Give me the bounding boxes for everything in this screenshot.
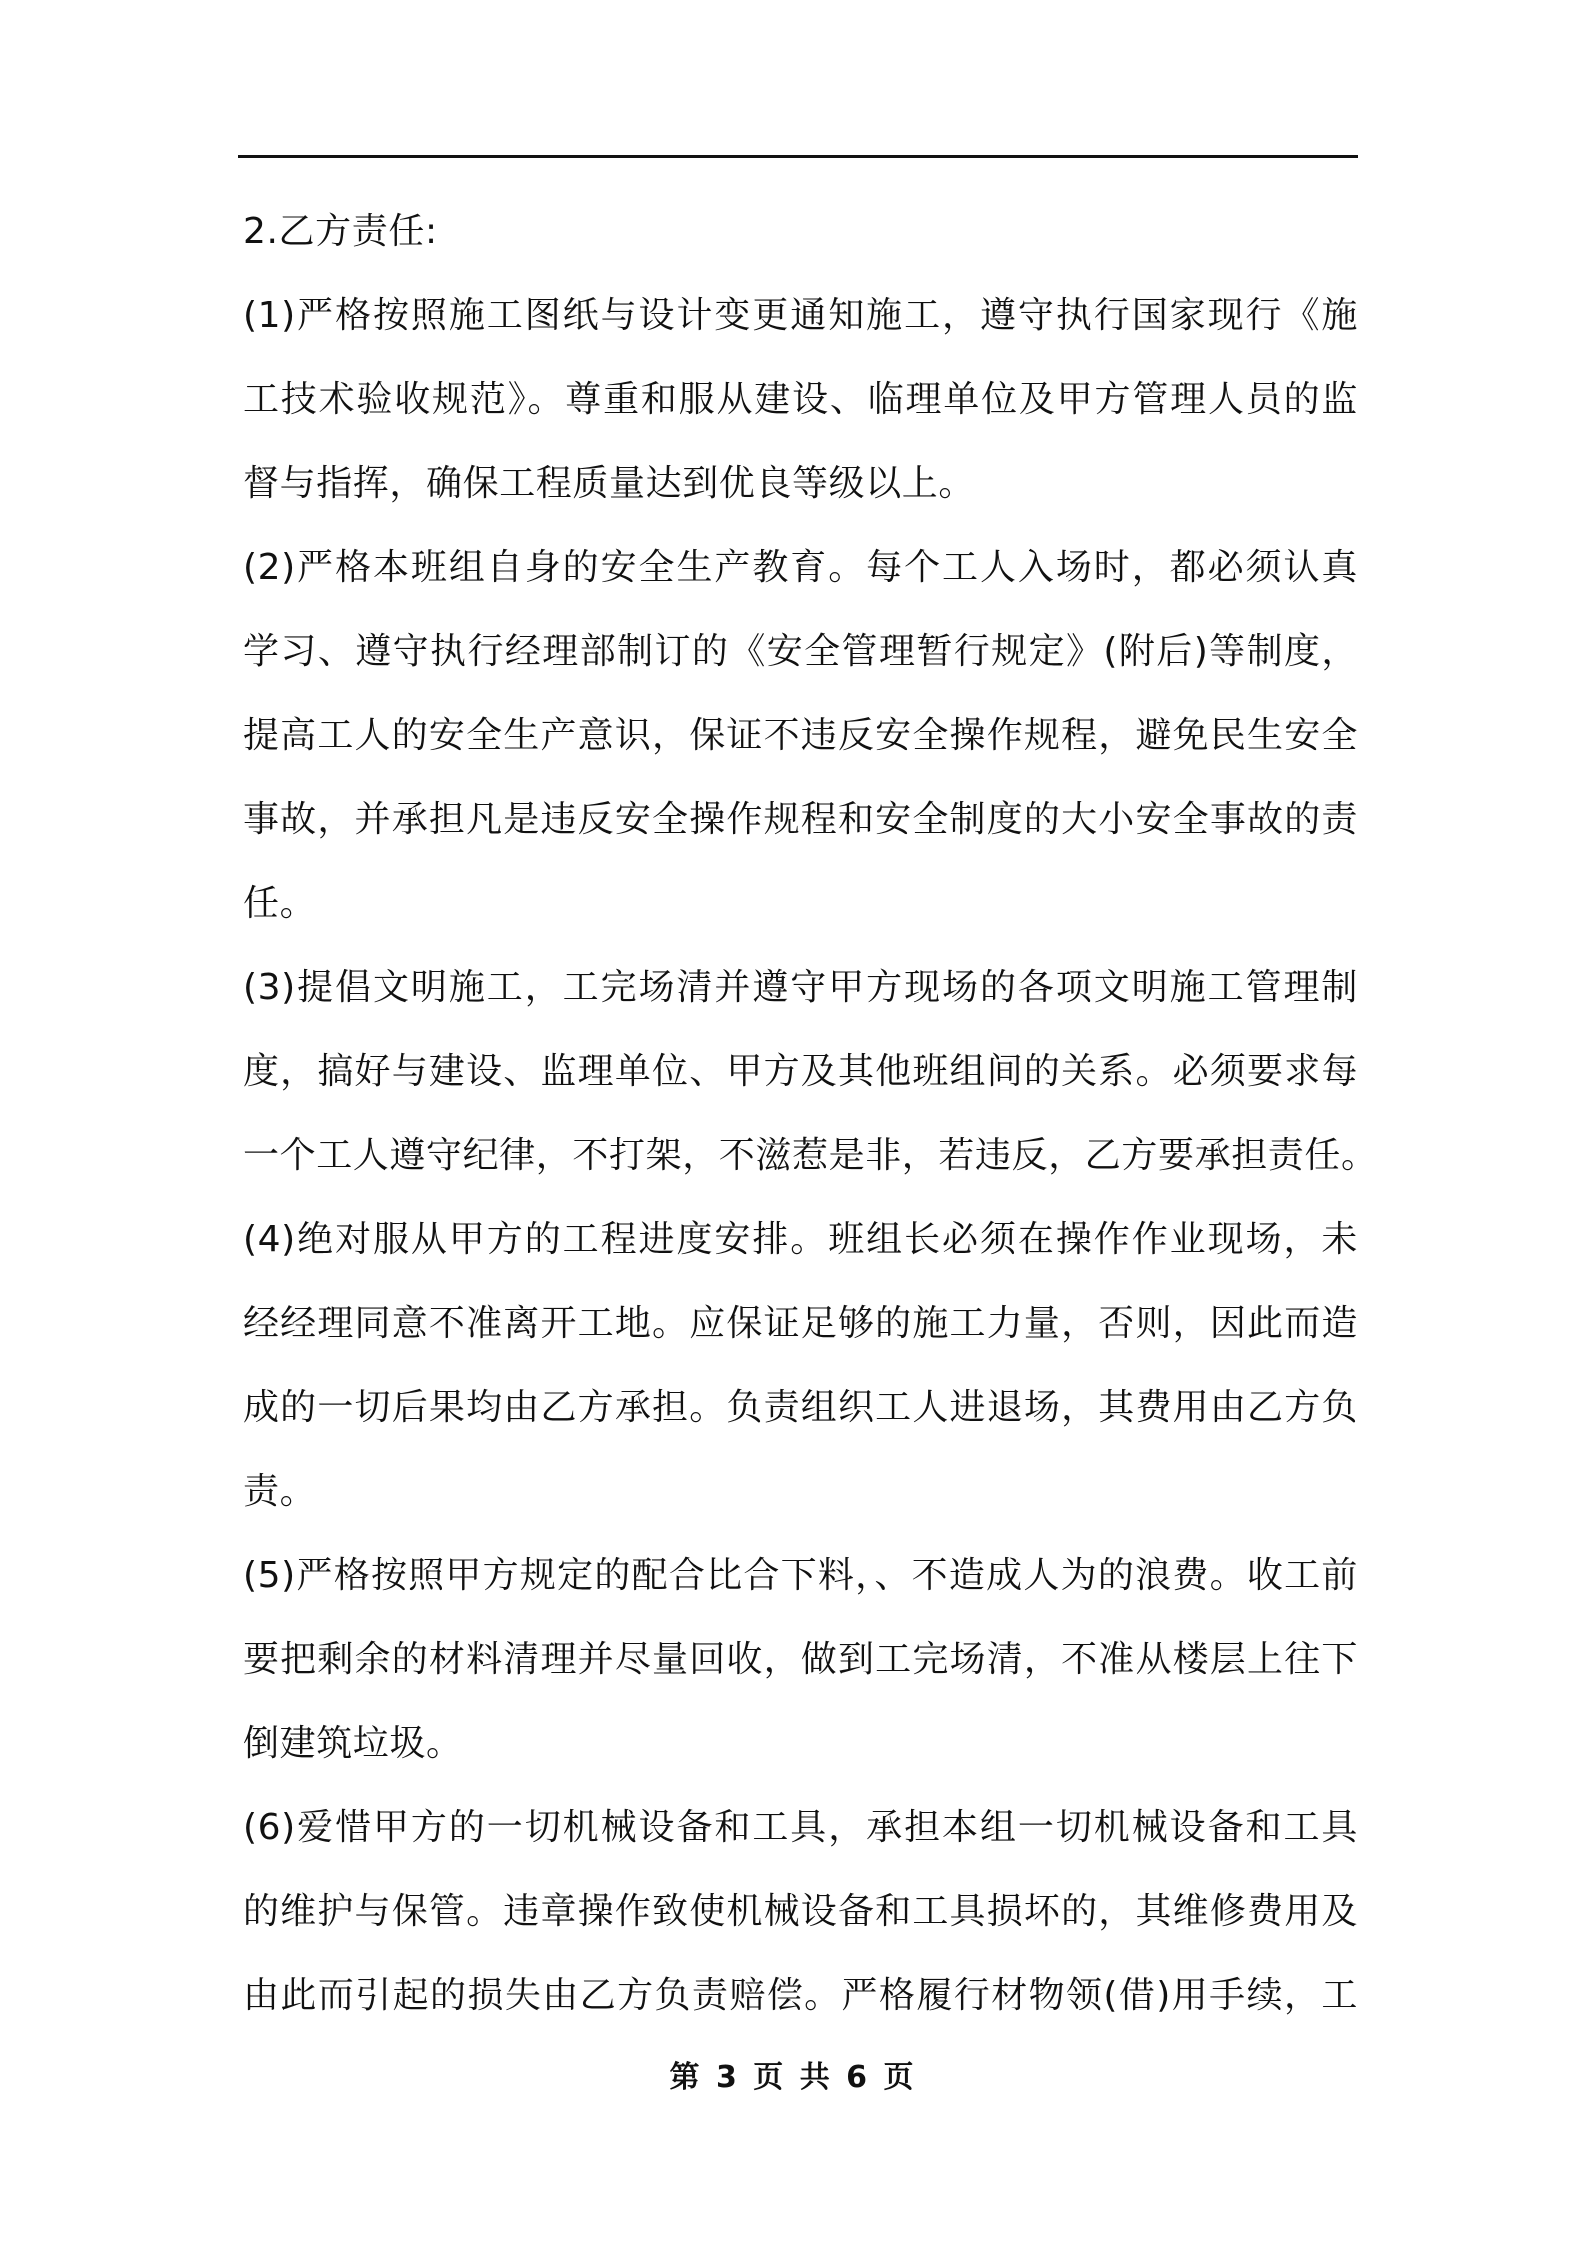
text-line: 督与指挥，确保工程质量达到优良等级以上。 [243, 463, 976, 504]
text-line: 经经理同意不准离开工地。应保证足够的施工力量，否则，因此而造 [243, 1303, 1358, 1344]
text-line: 工技术验收规范》。尊重和服从建设、临理单位及甲方管理人员的监 [243, 379, 1358, 420]
text-line: (2)严格本班组自身的安全生产教育。每个工人入场时，都必须认真 [243, 547, 1358, 588]
text-line: 要把剩余的材料清理并尽量回收，做到工完场清，不准从楼层上往下 [243, 1639, 1358, 1680]
text-line: 责。 [243, 1471, 317, 1512]
text-line: 成的一切后果均由乙方承担。负责组织工人进退场，其费用由乙方负 [243, 1387, 1358, 1428]
text-line: 学习、遵守执行经理部制订的《安全管理暂行规定》(附后)等制度， [243, 631, 1358, 672]
body-text [243, 190, 1378, 2038]
text-line: (1)严格按照施工图纸与设计变更通知施工，遵守执行国家现行《施 [243, 295, 1358, 336]
text-line: (4)绝对服从甲方的工程进度安排。班组长必须在操作作业现场，未 [243, 1219, 1358, 1260]
header-rule [238, 155, 1358, 158]
text-line: (3)提倡文明施工，工完场清并遵守甲方现场的各项文明施工管理制 [243, 967, 1358, 1008]
text-line: 由此而引起的损失由乙方负责赔偿。严格履行材物领(借)用手续，工 [243, 1975, 1358, 2016]
page-number-footer: 第 3 页 共 6 页 [669, 2060, 917, 2095]
text-line: 度，搞好与建设、监理单位、甲方及其他班组间的关系。必须要求每 [243, 1051, 1358, 1092]
text-line: 2.乙方责任: [243, 211, 438, 252]
text-line: 一个工人遵守纪律，不打架，不滋惹是非，若违反，乙方要承担责任。 [243, 1135, 1378, 1176]
text-line: 事故，并承担凡是违反安全操作规程和安全制度的大小安全事故的责 [243, 799, 1358, 840]
text-line: 倒建筑垃圾。 [243, 1723, 463, 1764]
text-line: 的维护与保管。违章操作致使机械设备和工具损坏的，其维修费用及 [243, 1891, 1358, 1932]
text-line: 提高工人的安全生产意识，保证不违反安全操作规程，避免民生安全 [243, 715, 1358, 756]
text-line: (6)爱惜甲方的一切机械设备和工具，承担本组一切机械设备和工具 [243, 1807, 1358, 1848]
text-line: 任。 [243, 883, 317, 924]
text-line: (5)严格按照甲方规定的配合比合下料，、不造成人为的浪费。收工前 [243, 1555, 1358, 1596]
